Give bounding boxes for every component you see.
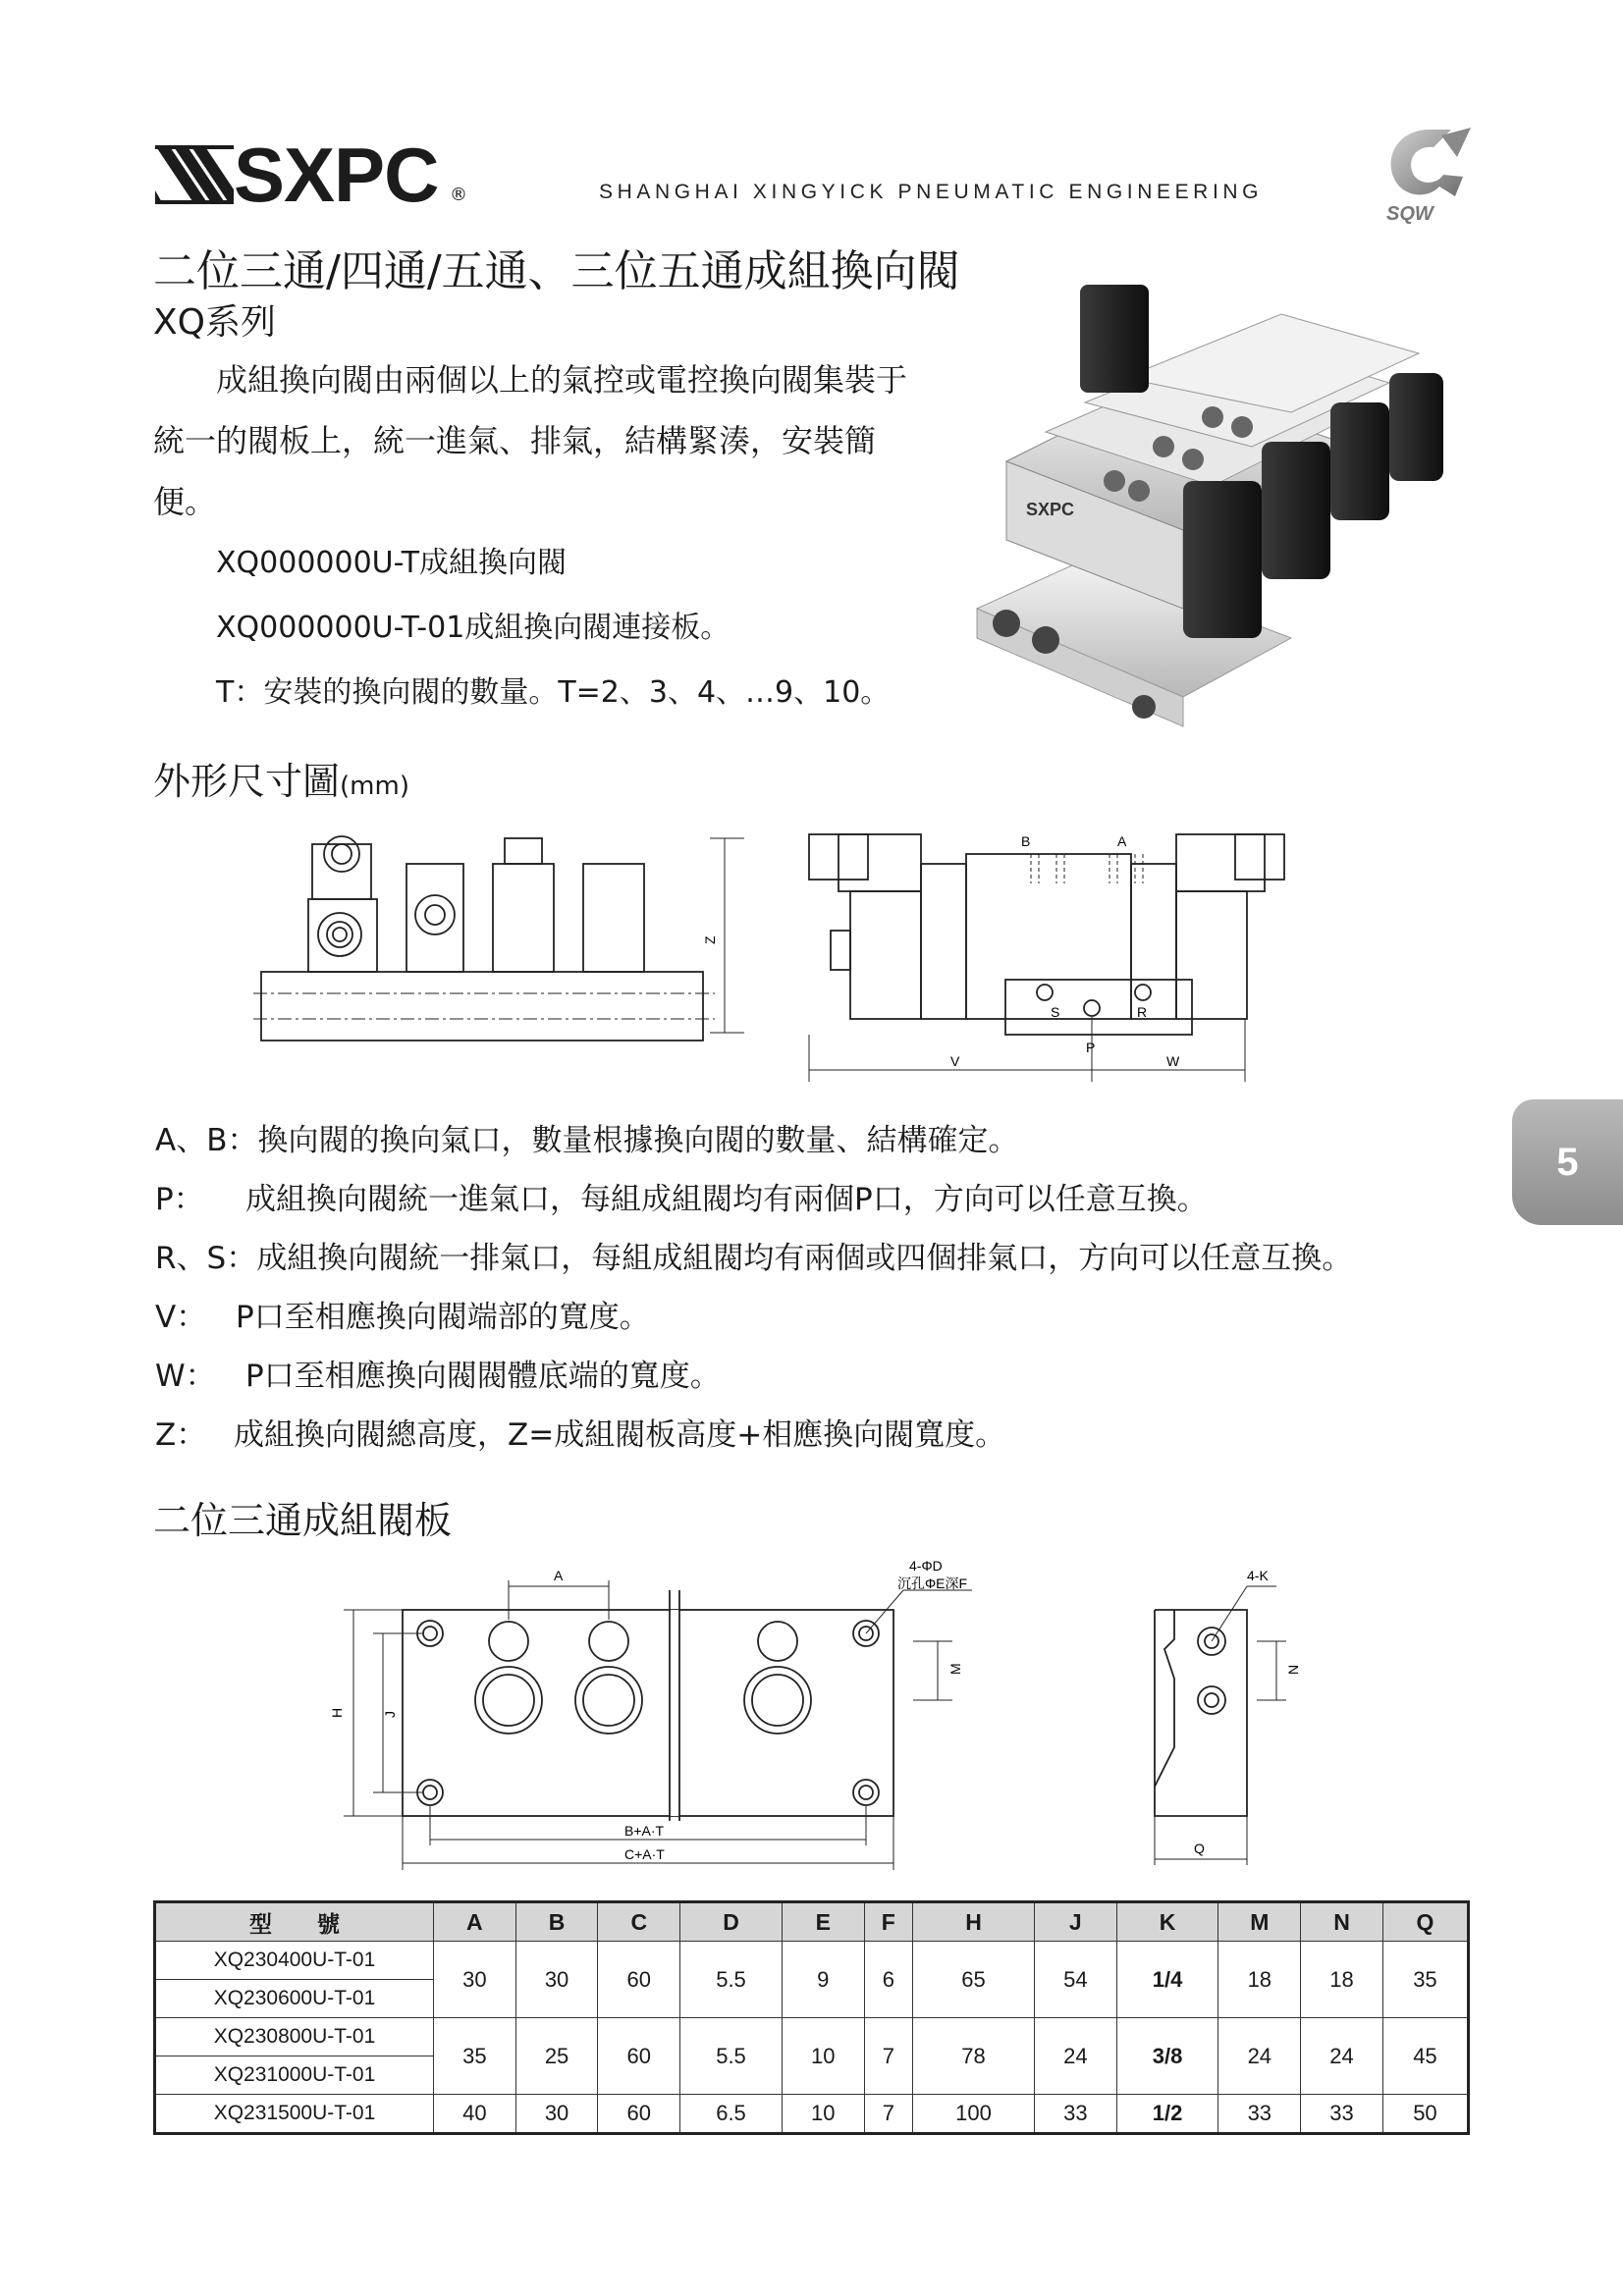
table-row [155,2095,1469,2134]
legend-p: P： 成組換向閥統一進氣口，每組成組閥均有兩個P口，方向可以任意互換。 [155,1182,1208,1217]
header-h: H [913,1902,1035,1942]
table-row [155,1942,1469,1980]
dim-w-label: W [1166,1053,1180,1069]
value-d: 5.5 [680,1942,783,2018]
plate-q-label: Q [1194,1841,1205,1856]
plate-h-label: H [329,1707,345,1718]
value-f: 6 [864,1942,912,2018]
plate-a-label: A [554,1568,564,1583]
value-q: 45 [1382,2018,1468,2095]
value-m: 33 [1218,2095,1301,2134]
value-a: 40 [434,2095,516,2134]
header-q: Q [1382,1902,1468,1942]
value-q: 50 [1382,2095,1468,2134]
value-c: 60 [598,2018,680,2095]
model-cell: XQ231000U-T-01 [155,2056,434,2095]
plate-side-view-diagram [1129,1551,1316,1885]
valve-manifold-photo [967,285,1478,736]
port-p-label: P [1086,1040,1096,1055]
value-e: 9 [782,1942,864,2018]
company-name: SHANGHAI XINGYICK PNEUMATIC ENGINEERING [599,181,1264,203]
value-a: 30 [434,1942,516,2018]
value-c: 60 [598,2095,680,2134]
value-b: 25 [515,2018,598,2095]
value-m: 18 [1218,1942,1301,2018]
value-b: 30 [515,2095,598,2134]
value-d: 5.5 [680,2018,783,2095]
plate-top-view-diagram [324,1551,1001,1885]
dimension-title [153,751,409,805]
legend-z: Z： 成組換向閥總高度，Z=成組閥板高度+相應換向閥寬度。 [155,1417,1006,1453]
header-b: B [515,1902,598,1942]
header-model: 型 號 [155,1902,434,1942]
code-line-2: XQ000000U-T-01成組換向閥連接板。 [216,611,730,645]
code-line-1: XQ000000U-T成組換向閥 [216,546,568,580]
port-s-label: S [1051,1004,1060,1020]
legend-ab: A、B：換向閥的換向氣口，數量根據換向閥的數量、結構確定。 [155,1123,1019,1158]
dim-z-label: Z [702,935,718,944]
value-k: 1/2 [1116,2095,1218,2134]
plate-e-label: 沉孔ΦE深F [897,1575,968,1591]
plate-d-label: 4-ΦD [909,1558,943,1574]
plate-cat-label: C+A·T [624,1846,665,1862]
photo-valve-label: SXPC [1026,500,1075,519]
sxpc-stripes-icon [155,135,234,214]
model-cell: XQ230600U-T-01 [155,1980,434,2018]
header-c: C [598,1902,680,1942]
model-cell: XQ231500U-T-01 [155,2095,434,2134]
port-a-label: A [1117,833,1127,849]
value-a: 35 [434,2018,516,2095]
value-j: 24 [1034,2018,1116,2095]
value-b: 30 [515,1942,598,2018]
series-name: XQ系列 [153,302,276,343]
plate-m-label: M [947,1663,963,1675]
value-d: 6.5 [680,2095,783,2134]
model-cell: XQ230800U-T-01 [155,2018,434,2056]
code-line-3: T：安裝的換向閥的數量。T=2、3、4、…9、10。 [216,675,891,710]
front-view-diagram [253,825,744,1050]
section-tab: 5 [1512,1099,1623,1225]
model-cell: XQ230400U-T-01 [155,1942,434,1980]
value-e: 10 [782,2095,864,2134]
sqw-logo-text: SQW [1386,203,1434,225]
value-m: 24 [1218,2018,1301,2095]
table-header-row [155,1902,1469,1942]
plate-bat-label: B+A·T [624,1823,665,1839]
value-h: 100 [913,2095,1035,2134]
port-b-label: B [1021,833,1031,849]
page-title: 二位三通/四通/五通、三位五通成組換向閥 [153,246,960,296]
brand-name: SXPC [234,132,439,218]
sqw-logo [1373,118,1481,226]
value-h: 78 [913,2018,1035,2095]
value-q: 35 [1382,1942,1468,2018]
plate-j-label: J [382,1711,398,1718]
value-j: 54 [1034,1942,1116,2018]
value-k: 3/8 [1116,2018,1218,2095]
plate-n-label: N [1285,1664,1301,1675]
dimension-unit: (mm) [340,772,409,801]
header-a: A [434,1902,516,1942]
spec-table [153,1900,1470,2135]
registered-mark: ® [450,185,467,205]
header-f: F [864,1902,912,1942]
header-k: K [1116,1902,1218,1942]
port-r-label: R [1137,1004,1148,1020]
header-m: M [1218,1902,1301,1942]
value-f: 7 [864,2095,912,2134]
value-f: 7 [864,2018,912,2095]
plate-title: 二位三通成組閥板 [153,1499,453,1542]
legend-v: V： P口至相應換向閥端部的寬度。 [155,1300,650,1335]
plate-k-label: 4-K [1247,1568,1269,1583]
value-n: 33 [1301,2095,1383,2134]
value-n: 24 [1301,2018,1383,2095]
legend-w: W： P口至相應換向閥閥體底端的寬度。 [155,1359,721,1394]
header-j: J [1034,1902,1116,1942]
side-view-diagram [803,825,1392,1090]
value-k: 1/4 [1116,1942,1218,2018]
description: 成組換向閥由兩個以上的氣控或電控換向閥集裝于統一的閥板上，統一進氣、排氣，結構緊湊，安裝簡便。 [153,361,908,520]
header-d: D [680,1902,783,1942]
value-n: 18 [1301,1942,1383,2018]
value-e: 10 [782,2018,864,2095]
sxpc-logo [155,132,469,218]
legend-rs: R、S：成組換向閥統一排氣口，每組成組閥均有兩個或四個排氣口，方向可以任意互換。 [155,1241,1353,1276]
table-row [155,2018,1469,2056]
header-n: N [1301,1902,1383,1942]
sqw-swirl-logo-icon [1373,118,1481,226]
dim-v-label: V [950,1053,960,1069]
value-j: 33 [1034,2095,1116,2134]
dimension-title-text: 外形尺寸圖 [153,760,341,803]
value-h: 65 [913,1942,1035,2018]
value-c: 60 [598,1942,680,2018]
header-e: E [782,1902,864,1942]
